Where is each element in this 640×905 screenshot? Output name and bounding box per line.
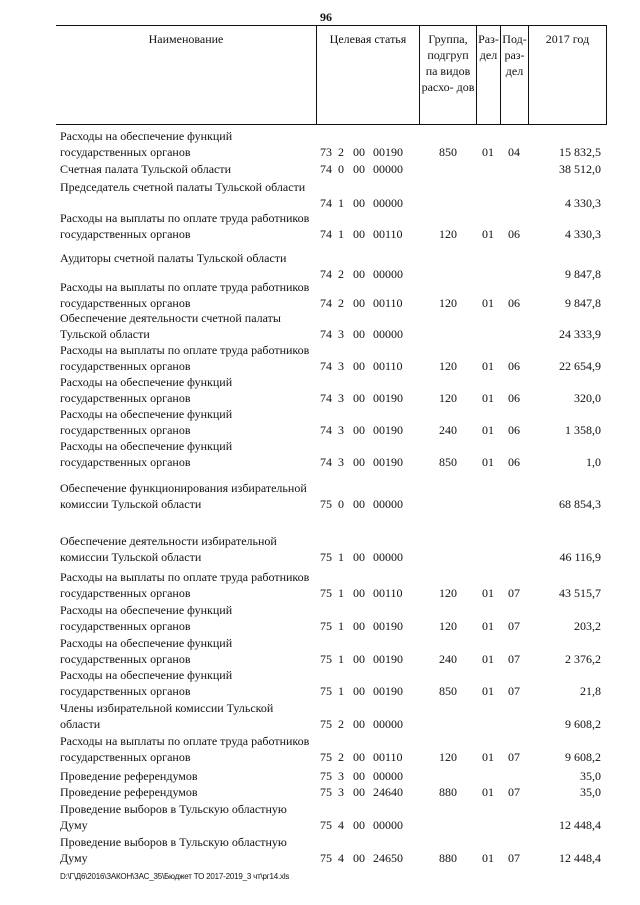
code-subprogram: 2 [338,296,344,310]
subsection-cell: 06 [508,455,520,469]
code-program: 74 [320,455,332,469]
code-main: 00 [353,162,365,176]
code-main: 00 [353,717,365,731]
code-main: 00 [353,785,365,799]
code-subprogram: 2 [338,717,344,731]
header-subsection: Под- раз- дел [500,26,528,124]
subsection-cell: 06 [508,359,520,373]
code-program: 73 [320,145,332,159]
code-direction: 00190 [373,619,403,633]
amount-cell: 22 654,9 [559,359,601,373]
code-subprogram: 1 [338,652,344,666]
code-subprogram: 1 [338,586,344,600]
name-cell: Члены избирательной комиссии Тульской области [60,701,274,731]
code-direction: 00110 [373,586,403,600]
code-direction: 24650 [373,851,403,865]
code-subprogram: 0 [338,497,344,511]
code-subprogram: 4 [338,851,344,865]
page-number: 96 [320,10,332,24]
code-program: 74 [320,267,332,281]
section-cell: 01 [482,750,494,764]
code-program: 74 [320,359,332,373]
table-header [56,25,607,125]
amount-cell: 9 608,2 [565,750,601,764]
amount-cell: 43 515,7 [559,586,601,600]
group-cell: 120 [439,296,457,310]
group-cell: 850 [439,455,457,469]
code-program: 75 [320,818,332,832]
subsection-cell: 06 [508,296,520,310]
code-direction: 00190 [373,684,403,698]
name-cell: Расходы на выплаты по оплате труда работников государственных органов [60,570,310,600]
file-path-footer: D:\Г\Д6\2016\ЗАКОН\ЗАС_35\Бюджет ТО 2017-2019_3 чт\рг14.xls [60,872,290,881]
name-cell: Расходы на выплаты по оплате труда работников государственных органов [60,343,310,373]
code-program: 74 [320,327,332,341]
code-direction: 00190 [373,391,403,405]
subsection-cell: 07 [508,652,520,666]
group-cell: 120 [439,586,457,600]
section-cell: 01 [482,785,494,799]
amount-cell: 4 330,3 [565,227,601,241]
group-cell: 240 [439,423,457,437]
code-program: 75 [320,652,332,666]
section-cell: 01 [482,359,494,373]
code-subprogram: 1 [338,196,344,210]
name-cell: Обеспечение деятельности избирательной комиссии Тульской области [60,534,277,564]
amount-cell: 12 448,4 [559,851,601,865]
group-cell: 880 [439,851,457,865]
code-main: 00 [353,227,365,241]
code-program: 75 [320,785,332,799]
code-program: 75 [320,717,332,731]
group-cell: 240 [439,652,457,666]
code-main: 00 [353,455,365,469]
code-subprogram: 2 [338,750,344,764]
code-program: 75 [320,586,332,600]
amount-cell: 9 608,2 [565,717,601,731]
code-direction: 00000 [373,769,403,783]
group-cell: 850 [439,684,457,698]
code-program: 74 [320,391,332,405]
subsection-cell: 07 [508,750,520,764]
amount-cell: 1 358,0 [565,423,601,437]
subsection-cell: 06 [508,227,520,241]
subsection-cell: 04 [508,145,520,159]
name-cell: Расходы на обеспечение функций государственных органов [60,129,233,159]
code-program: 75 [320,851,332,865]
code-program: 75 [320,619,332,633]
code-direction: 00000 [373,497,403,511]
amount-cell: 12 448,4 [559,818,601,832]
name-cell: Обеспечение деятельности счетной палаты Тульской области [60,311,281,341]
code-main: 00 [353,145,365,159]
code-subprogram: 3 [338,455,344,469]
amount-cell: 21,8 [580,684,601,698]
amount-cell: 203,2 [574,619,601,633]
code-direction: 00110 [373,359,403,373]
code-program: 75 [320,750,332,764]
section-cell: 01 [482,423,494,437]
code-program: 75 [320,684,332,698]
code-direction: 24640 [373,785,403,799]
code-direction: 00000 [373,327,403,341]
group-cell: 120 [439,619,457,633]
code-direction: 00110 [373,750,403,764]
code-main: 00 [353,196,365,210]
name-cell: Проведение выборов в Тульскую областную Думу [60,835,287,865]
code-program: 74 [320,296,332,310]
code-subprogram: 1 [338,550,344,564]
section-cell: 01 [482,145,494,159]
code-subprogram: 3 [338,327,344,341]
name-cell: Счетная палата Тульской области [60,162,232,176]
group-cell: 120 [439,391,457,405]
header-section: Раз- дел [476,26,500,124]
amount-cell: 38 512,0 [559,162,601,176]
code-main: 00 [353,652,365,666]
amount-cell: 35,0 [580,785,601,799]
code-direction: 00190 [373,145,403,159]
section-cell: 01 [482,851,494,865]
code-direction: 00190 [373,455,403,469]
amount-cell: 9 847,8 [565,267,601,281]
code-subprogram: 1 [338,619,344,633]
section-cell: 01 [482,227,494,241]
amount-cell: 320,0 [574,391,601,405]
code-program: 74 [320,162,332,176]
code-subprogram: 3 [338,391,344,405]
name-cell: Проведение референдумов [60,769,198,783]
amount-cell: 46 116,9 [559,550,601,564]
section-cell: 01 [482,652,494,666]
amount-cell: 1,0 [586,455,601,469]
name-cell: Расходы на обеспечение функций государственных органов [60,407,233,437]
amount-cell: 15 832,5 [559,145,601,159]
name-cell: Председатель счетной палаты Тульской области [60,180,306,194]
section-cell: 01 [482,296,494,310]
code-main: 00 [353,684,365,698]
code-program: 74 [320,423,332,437]
code-subprogram: 3 [338,359,344,373]
code-main: 00 [353,423,365,437]
code-direction: 00190 [373,423,403,437]
code-main: 00 [353,769,365,783]
name-cell: Расходы на обеспечение функций государственных органов [60,603,233,633]
header-name: Наименование [148,32,224,46]
code-main: 00 [353,619,365,633]
code-main: 00 [353,550,365,564]
code-subprogram: 2 [338,267,344,281]
group-cell: 120 [439,359,457,373]
name-cell: Расходы на выплаты по оплате труда работников государственных органов [60,734,310,764]
code-direction: 00000 [373,267,403,281]
amount-cell: 9 847,8 [565,296,601,310]
code-subprogram: 3 [338,769,344,783]
code-main: 00 [353,851,365,865]
subsection-cell: 07 [508,586,520,600]
group-cell: 880 [439,785,457,799]
code-subprogram: 3 [338,785,344,799]
name-cell: Расходы на выплаты по оплате труда работников государственных органов [60,211,310,241]
code-subprogram: 3 [338,423,344,437]
subsection-cell: 07 [508,619,520,633]
code-subprogram: 1 [338,227,344,241]
code-subprogram: 2 [338,145,344,159]
code-direction: 00000 [373,162,403,176]
code-direction: 00000 [373,196,403,210]
name-cell: Проведение референдумов [60,785,198,799]
amount-cell: 35,0 [580,769,601,783]
subsection-cell: 07 [508,684,520,698]
amount-cell: 2 376,2 [565,652,601,666]
name-cell: Расходы на обеспечение функций государственных органов [60,668,233,698]
code-main: 00 [353,497,365,511]
name-cell: Проведение выборов в Тульскую областную Думу [60,802,287,832]
code-direction: 00190 [373,652,403,666]
name-cell: Расходы на обеспечение функций государственных органов [60,636,233,666]
code-program: 74 [320,227,332,241]
code-direction: 00000 [373,550,403,564]
code-subprogram: 1 [338,684,344,698]
header-group: Группа, подгруп па видов расхо- дов [419,26,476,124]
header-target: Целевая статья [316,26,419,124]
section-cell: 01 [482,619,494,633]
code-main: 00 [353,359,365,373]
code-program: 75 [320,769,332,783]
code-main: 00 [353,327,365,341]
subsection-cell: 07 [508,785,520,799]
code-direction: 00110 [373,296,403,310]
amount-cell: 24 333,9 [559,327,601,341]
code-subprogram: 0 [338,162,344,176]
section-cell: 01 [482,586,494,600]
name-cell: Расходы на выплаты по оплате труда работников государственных органов [60,280,310,310]
code-main: 00 [353,391,365,405]
code-program: 75 [320,497,332,511]
name-cell: Расходы на обеспечение функций государственных органов [60,375,233,405]
subsection-cell: 06 [508,423,520,437]
group-cell: 120 [439,227,457,241]
code-program: 74 [320,196,332,210]
code-main: 00 [353,267,365,281]
subsection-cell: 07 [508,851,520,865]
header-year: 2017 год [528,26,607,124]
code-main: 00 [353,586,365,600]
amount-cell: 68 854,3 [559,497,601,511]
code-program: 75 [320,550,332,564]
code-direction: 00000 [373,717,403,731]
section-cell: 01 [482,391,494,405]
name-cell: Обеспечение функционирования избирательной комиссии Тульской области [60,481,307,511]
amount-cell: 4 330,3 [565,196,601,210]
name-cell: Аудиторы счетной палаты Тульской области [60,251,287,265]
name-cell: Расходы на обеспечение функций государственных органов [60,439,233,469]
group-cell: 850 [439,145,457,159]
code-main: 00 [353,750,365,764]
section-cell: 01 [482,455,494,469]
code-main: 00 [353,818,365,832]
code-direction: 00110 [373,227,403,241]
code-direction: 00000 [373,818,403,832]
code-subprogram: 4 [338,818,344,832]
group-cell: 120 [439,750,457,764]
code-main: 00 [353,296,365,310]
subsection-cell: 06 [508,391,520,405]
section-cell: 01 [482,684,494,698]
